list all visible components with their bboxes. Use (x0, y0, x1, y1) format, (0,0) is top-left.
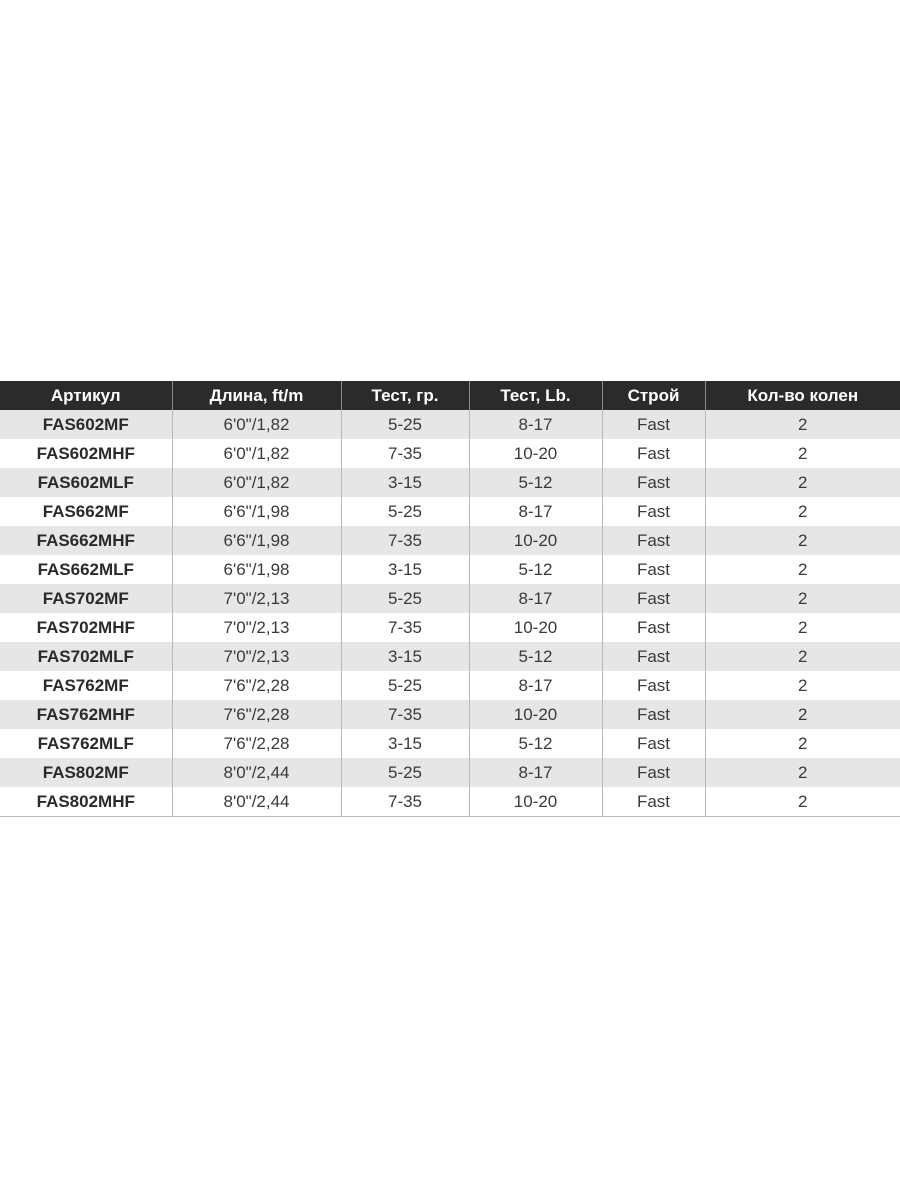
cell-article: FAS702MF (0, 584, 172, 613)
cell-test-lb: 5-12 (469, 468, 602, 497)
cell-article: FAS662MF (0, 497, 172, 526)
cell-sections: 2 (705, 613, 900, 642)
cell-length: 8'0"/2,44 (172, 758, 341, 787)
cell-test-lb: 5-12 (469, 729, 602, 758)
table-row (0, 613, 900, 642)
cell-length: 6'0"/1,82 (172, 410, 341, 439)
cell-article: FAS802MHF (0, 787, 172, 817)
cell-test-lb: 8-17 (469, 758, 602, 787)
header-test-grams: Тест, гр. (341, 381, 469, 410)
cell-action: Fast (602, 410, 705, 439)
cell-length: 7'6"/2,28 (172, 700, 341, 729)
cell-action: Fast (602, 584, 705, 613)
cell-test-grams: 7-35 (341, 526, 469, 555)
cell-test-lb: 10-20 (469, 613, 602, 642)
cell-action: Fast (602, 642, 705, 671)
cell-length: 8'0"/2,44 (172, 787, 341, 817)
cell-test-grams: 7-35 (341, 787, 469, 817)
cell-action: Fast (602, 700, 705, 729)
table-row (0, 555, 900, 584)
cell-length: 6'6"/1,98 (172, 526, 341, 555)
cell-action: Fast (602, 613, 705, 642)
cell-length: 7'0"/2,13 (172, 584, 341, 613)
cell-sections: 2 (705, 410, 900, 439)
header-row (0, 381, 900, 410)
cell-action: Fast (602, 729, 705, 758)
table-row (0, 671, 900, 700)
cell-test-grams: 5-25 (341, 758, 469, 787)
cell-article: FAS762MLF (0, 729, 172, 758)
cell-action: Fast (602, 758, 705, 787)
cell-test-grams: 3-15 (341, 555, 469, 584)
cell-test-grams: 3-15 (341, 468, 469, 497)
cell-sections: 2 (705, 729, 900, 758)
cell-action: Fast (602, 555, 705, 584)
cell-action: Fast (602, 787, 705, 817)
table-row (0, 410, 900, 439)
cell-test-grams: 7-35 (341, 439, 469, 468)
cell-sections: 2 (705, 497, 900, 526)
cell-sections: 2 (705, 787, 900, 817)
cell-sections: 2 (705, 526, 900, 555)
cell-test-lb: 10-20 (469, 439, 602, 468)
cell-length: 7'0"/2,13 (172, 613, 341, 642)
cell-test-lb: 8-17 (469, 584, 602, 613)
cell-length: 6'0"/1,82 (172, 468, 341, 497)
cell-article: FAS662MHF (0, 526, 172, 555)
cell-test-grams: 5-25 (341, 671, 469, 700)
cell-action: Fast (602, 439, 705, 468)
cell-test-lb: 10-20 (469, 787, 602, 817)
cell-article: FAS602MHF (0, 439, 172, 468)
table-row (0, 439, 900, 468)
cell-test-lb: 10-20 (469, 700, 602, 729)
cell-length: 7'6"/2,28 (172, 729, 341, 758)
cell-sections: 2 (705, 439, 900, 468)
table-row (0, 787, 900, 817)
table-row (0, 758, 900, 787)
header-test-lb: Тест, Lb. (469, 381, 602, 410)
table-row (0, 700, 900, 729)
cell-article: FAS702MLF (0, 642, 172, 671)
cell-test-lb: 10-20 (469, 526, 602, 555)
header-length: Длина, ft/m (172, 381, 341, 410)
cell-length: 6'6"/1,98 (172, 497, 341, 526)
table-row (0, 729, 900, 758)
cell-article: FAS702MHF (0, 613, 172, 642)
cell-sections: 2 (705, 700, 900, 729)
table-row (0, 642, 900, 671)
cell-article: FAS662MLF (0, 555, 172, 584)
cell-article: FAS602MF (0, 410, 172, 439)
cell-sections: 2 (705, 758, 900, 787)
cell-action: Fast (602, 526, 705, 555)
cell-sections: 2 (705, 468, 900, 497)
table-body (0, 410, 900, 817)
cell-sections: 2 (705, 584, 900, 613)
header-action: Строй (602, 381, 705, 410)
header-article: Артикул (0, 381, 172, 410)
cell-test-grams: 5-25 (341, 584, 469, 613)
cell-test-grams: 3-15 (341, 642, 469, 671)
cell-test-lb: 8-17 (469, 410, 602, 439)
cell-action: Fast (602, 468, 705, 497)
cell-article: FAS802MF (0, 758, 172, 787)
spec-table (0, 381, 900, 817)
cell-length: 6'6"/1,98 (172, 555, 341, 584)
cell-sections: 2 (705, 642, 900, 671)
cell-length: 7'6"/2,28 (172, 671, 341, 700)
table-header (0, 381, 900, 410)
cell-length: 6'0"/1,82 (172, 439, 341, 468)
cell-length: 7'0"/2,13 (172, 642, 341, 671)
cell-test-lb: 8-17 (469, 497, 602, 526)
cell-action: Fast (602, 497, 705, 526)
cell-article: FAS602MLF (0, 468, 172, 497)
cell-test-grams: 5-25 (341, 497, 469, 526)
cell-article: FAS762MHF (0, 700, 172, 729)
table-row (0, 526, 900, 555)
cell-article: FAS762MF (0, 671, 172, 700)
table-row (0, 584, 900, 613)
cell-sections: 2 (705, 671, 900, 700)
table-row (0, 497, 900, 526)
cell-test-lb: 8-17 (469, 671, 602, 700)
cell-test-grams: 3-15 (341, 729, 469, 758)
cell-test-lb: 5-12 (469, 642, 602, 671)
cell-test-lb: 5-12 (469, 555, 602, 584)
cell-test-grams: 5-25 (341, 410, 469, 439)
cell-test-grams: 7-35 (341, 613, 469, 642)
cell-test-grams: 7-35 (341, 700, 469, 729)
cell-sections: 2 (705, 555, 900, 584)
cell-action: Fast (602, 671, 705, 700)
table-row (0, 468, 900, 497)
header-sections: Кол-во колен (705, 381, 900, 410)
